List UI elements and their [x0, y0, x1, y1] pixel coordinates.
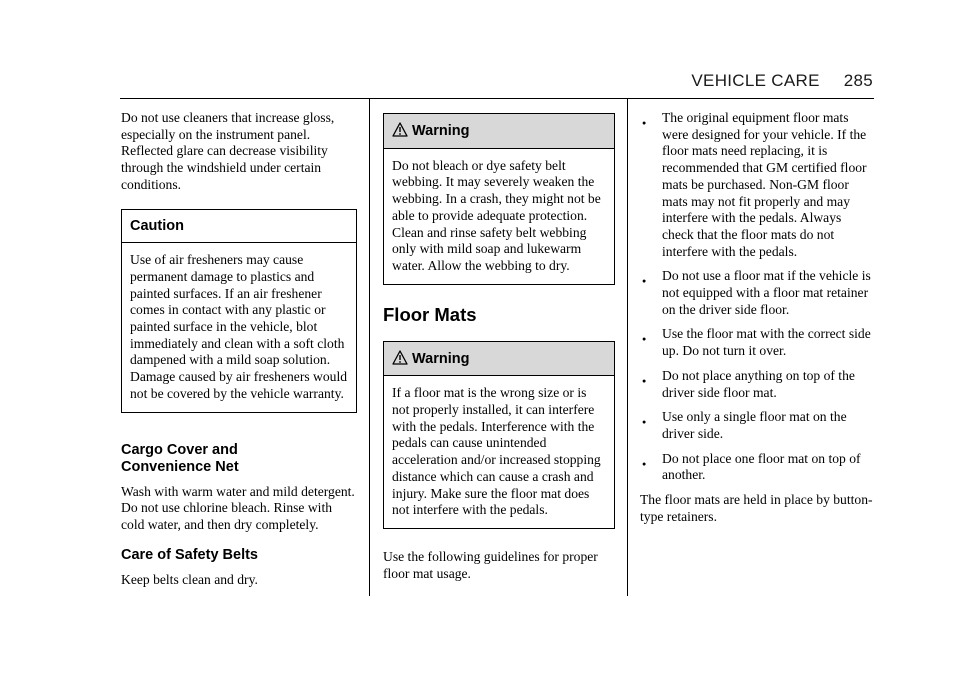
warning-triangle-icon [392, 122, 408, 137]
bullet-icon: ● [642, 335, 647, 344]
caution-box [121, 209, 357, 413]
running-header [0, 71, 873, 91]
belts-paragraph: Keep belts clean and dry. [121, 571, 258, 587]
cargo-paragraph: Wash with warm water and mild detergent. Do not use chlorine bleach. Rinse with cold water, and then dry completely. [121, 483, 355, 532]
closing-paragraph: The floor mats are held in place by button-type retainers. [640, 492, 873, 524]
caution-body: Use of air fresheners may cause permanent damage to plastics and painted surfaces. If an air freshener comes in contact with any plastic or painted surface in the vehicle, blot immediately and clean with a soft cloth dampened with a mild soap solution. Damage caused by air fresheners would not be covered by the vehicle warranty. [130, 252, 348, 401]
page-number: 285 [843, 71, 873, 90]
list-item: ● Use only a single floor mat on the driver side. [642, 409, 847, 441]
header-rule [120, 98, 874, 99]
caution-title: Caution [122, 210, 356, 244]
belts-heading: Care of Safety Belts [121, 546, 258, 563]
column-divider-1 [369, 99, 370, 596]
column-divider-2 [627, 99, 628, 596]
bullet-icon: ● [642, 376, 647, 385]
cargo-heading-line1: Cargo Cover and [121, 441, 238, 458]
warning-body: If a floor mat is the wrong size or is not properly installed, it can interfere with the pedals. Interference with the pedals can cause unintended acceleration and/or increased stopping distance which can cause a crash and injury. Make sure the floor mat does not interfere with the pedals. [392, 385, 601, 518]
bullet-icon: ● [642, 418, 647, 427]
cargo-heading [121, 442, 357, 476]
list-item: ● Do not place anything on top of the driver side floor mat. [642, 367, 855, 400]
intro-paragraph: Do not use cleaners that increase gloss, especially on the instrument panel. Reflected glare can decrease visibility through the windshield under certain conditions. [121, 110, 335, 192]
bullet-icon: ● [642, 119, 647, 127]
cargo-heading-line2: Convenience Net [121, 458, 239, 475]
header-section-title: VEHICLE CARE [691, 71, 820, 90]
warning-header [384, 114, 614, 149]
warning-box-safety-belts [383, 113, 615, 285]
list-item: ● The original equipment floor mats were designed for your vehicle. If the floor mats need replacing, it is recommended that GM certified floor mats be purchased. Non-GM floor mats may not fit properly and may interfere with the pedals. Always check that the floor mats do not interfere with the pedals. [642, 110, 867, 259]
warning-triangle-icon [392, 350, 408, 365]
guidelines-paragraph: Use the following guidelines for proper floor mat usage. [383, 548, 598, 581]
column-2 [383, 113, 615, 582]
bullet-icon: ● [642, 277, 647, 286]
warning-box-floor-mats [383, 341, 615, 529]
column-1 [121, 110, 357, 588]
floor-mats-heading: Floor Mats [383, 303, 477, 325]
warning-header [384, 342, 614, 377]
warning-body: Do not bleach or dye safety belt webbing. It may severely weaken the webbing. In a crash, they might not be able to provide adequate protection. Clean and rinse safety belt webbing only with mild soap and lukewarm water. Allow the webbing to dry. [392, 157, 601, 273]
list-item: ● Use the floor mat with the correct side up. Do not turn it over. [642, 326, 871, 359]
bullet-icon: ● [642, 459, 647, 468]
column-3 [640, 110, 876, 525]
warning-title: Warning [412, 123, 470, 139]
floor-mat-guidelines-list [640, 110, 876, 484]
list-item: ● Do not use a floor mat if the vehicle is not equipped with a floor mat retainer on the driver side floor. [642, 268, 871, 317]
warning-title: Warning [412, 350, 470, 367]
list-item: ● Do not place one floor mat on top of another. [642, 450, 861, 483]
